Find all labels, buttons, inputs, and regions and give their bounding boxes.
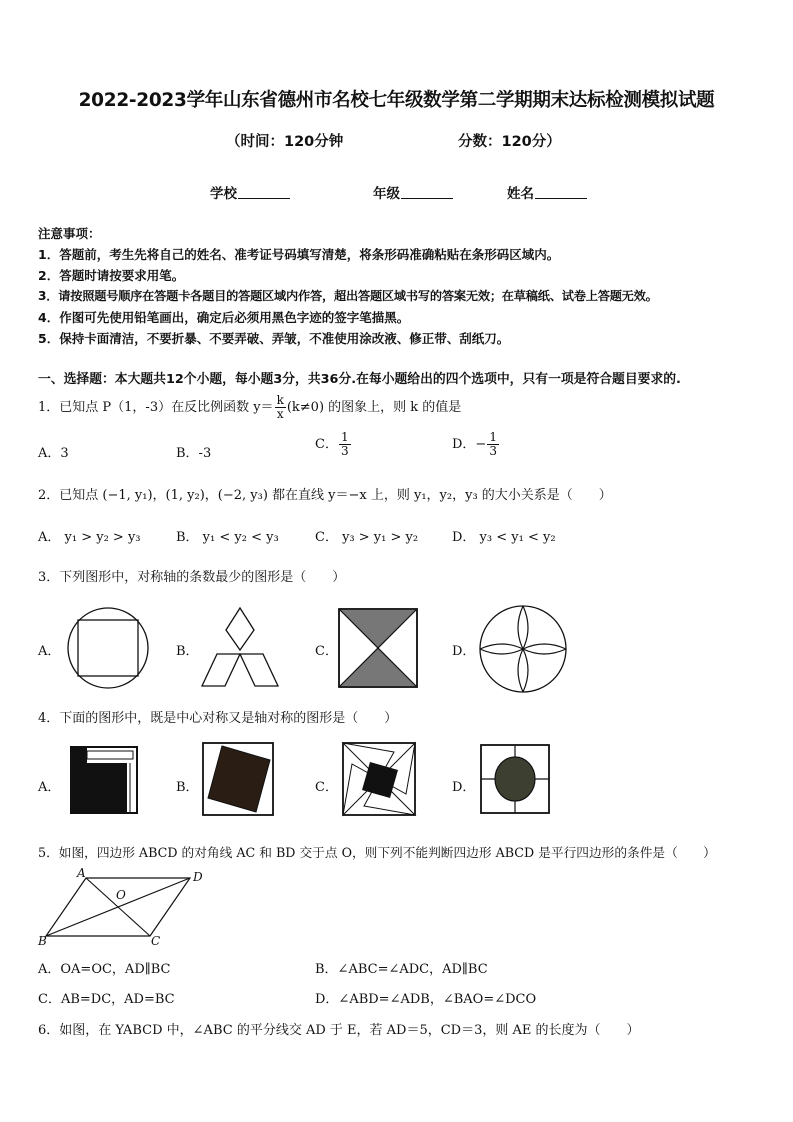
q4-option-c: C．: [315, 780, 338, 795]
q1-c-denominator: 3: [340, 444, 349, 459]
q1-c-numerator: 1: [340, 430, 349, 444]
q1-option-d: [452, 431, 500, 458]
grade-blank: [401, 186, 453, 199]
q1-option-c-fraction: [339, 431, 351, 458]
q3-option-c: C．: [315, 644, 338, 659]
q2-option-c: C． y₃ > y₁ > y₂: [315, 530, 419, 545]
q5-label-a: A: [77, 866, 86, 880]
q4-figure-a-black-squares: [70, 746, 140, 816]
notice-item: 4．作图可先使用铅笔画出，确定后必须用黑色字迹的签字笔描黑。: [38, 310, 410, 325]
q1-d-numerator: 1: [489, 430, 497, 444]
q3-figure-c-hourglass-square: [338, 608, 420, 690]
q4-figure-b-tilted-square: [202, 742, 276, 818]
question-2: 2．已知点 (−1, y₁)，(1, y₂)，(−2, y₃) 都在直线 y＝−x 上，则 y₁，y₂，y₃ 的大小关系是（ ）: [38, 488, 612, 503]
q4-option-b: B．: [176, 780, 199, 795]
q5-option-d: D．∠ABD=∠ADB，∠BAO=∠DCO: [315, 992, 537, 1007]
q3-option-b: B．: [176, 644, 199, 659]
q5-label-d: D: [193, 870, 203, 884]
q2-option-a: A． y₁ > y₂ > y₃: [38, 530, 141, 545]
q1-frac-numerator: k: [276, 393, 284, 407]
q1-text-post: (k≠0) 的图象上，则 k 的值是: [286, 400, 462, 416]
q1-option-c-label: C．: [315, 437, 338, 453]
school-blank: [238, 186, 290, 199]
page-title: 2022-2023学年山东省德州市名校七年级数学第二学期期末达标检测模拟试题: [78, 90, 715, 111]
exam-time: （时间：120分钟: [226, 134, 344, 150]
notice-item: 1．答题前，考生先将自己的姓名、准考证号码填写清楚，将条形码准确粘贴在条形码区域内。: [38, 247, 560, 262]
q3-figure-d-circle-petals: [478, 604, 568, 694]
q4-figure-d-circle-cross: [480, 744, 552, 816]
question-3: 3．下列图形中，对称轴的条数最少的图形是（ ）: [38, 570, 346, 585]
grade-label: 年级: [373, 186, 400, 202]
question-5: 5．如图，四边形 ABCD 的对角线 AC 和 BD 交于点 O，则下列不能判断四边形 ABCD 是平行四边形的条件是（ ）: [38, 845, 716, 860]
q5-option-a: A．OA=OC，AD∥BC: [38, 962, 171, 977]
question-6: 6．如图，在 YABCD 中，∠ABC 的平分线交 AD 于 E，若 AD＝5，CD＝3，则 AE 的长度为（ ）: [38, 1023, 640, 1038]
q1-fraction: [275, 394, 286, 421]
school-field: [210, 182, 290, 202]
q3-option-a: A．: [38, 644, 61, 659]
q5-label-o: O: [116, 888, 126, 902]
q3-figure-a-circle-square: [62, 606, 158, 690]
name-blank: [535, 186, 587, 199]
name-field: [507, 182, 587, 202]
q5-label-c: C: [151, 934, 161, 948]
name-label: 姓名: [507, 186, 534, 202]
notice-item: 2．答题时请按要求用笔。: [38, 268, 185, 283]
q1-option-d-fraction: [487, 431, 499, 458]
q5-option-c: C．AB=DC，AD=BC: [38, 992, 175, 1007]
q4-figure-c-pinwheel-square: [342, 742, 418, 818]
q3-figure-b-three-rhombi: [200, 606, 282, 690]
q1-option-a: A．3: [38, 446, 69, 461]
q4-option-a: A．: [38, 780, 61, 795]
q3-option-d: D．: [452, 644, 476, 659]
q2-option-d: D． y₃ < y₁ < y₂: [452, 530, 556, 545]
q1-option-c: [315, 431, 352, 458]
exam-score: 分数：120分）: [458, 134, 561, 150]
q1-d-denominator: 3: [489, 444, 497, 459]
q2-option-b: B． y₁ < y₂ < y₃: [176, 530, 279, 545]
q1-text-pre: 1．已知点 P（1，-3）在反比例函数 y＝: [38, 400, 274, 416]
question-4: 4．下面的图形中，既是中心对称又是轴对称的图形是（ ）: [38, 711, 398, 726]
q5-label-b: B: [38, 934, 47, 948]
notice-heading: 注意事项：: [38, 226, 101, 241]
q5-option-b: B．∠ABC=∠ADC，AD∥BC: [315, 962, 488, 977]
question-1: [38, 394, 461, 421]
school-label: 学校: [210, 186, 237, 202]
notice-item: 3．请按照题号顺序在答题卡各题目的答题区域内作答，超出答题区域书写的答案无效；在草稿纸、试卷上答题无效。: [38, 289, 658, 303]
notice-item: 5．保持卡面清洁，不要折暴、不要弄破、弄皱，不准使用涂改液、修正带、刮纸刀。: [38, 331, 510, 346]
q5-parallelogram-figure: [36, 866, 212, 950]
q1-option-d-label: D．−: [452, 437, 487, 453]
q1-frac-denominator: x: [276, 407, 284, 422]
q1-option-b: B．-3: [176, 446, 212, 461]
grade-field: [373, 182, 453, 202]
q4-option-d: D．: [452, 780, 476, 795]
section-heading: 一、选择题：本大题共12个小题，每小题3分，共36分.在每小题给出的四个选项中，只有一项是符合题目要求的.: [38, 372, 681, 387]
